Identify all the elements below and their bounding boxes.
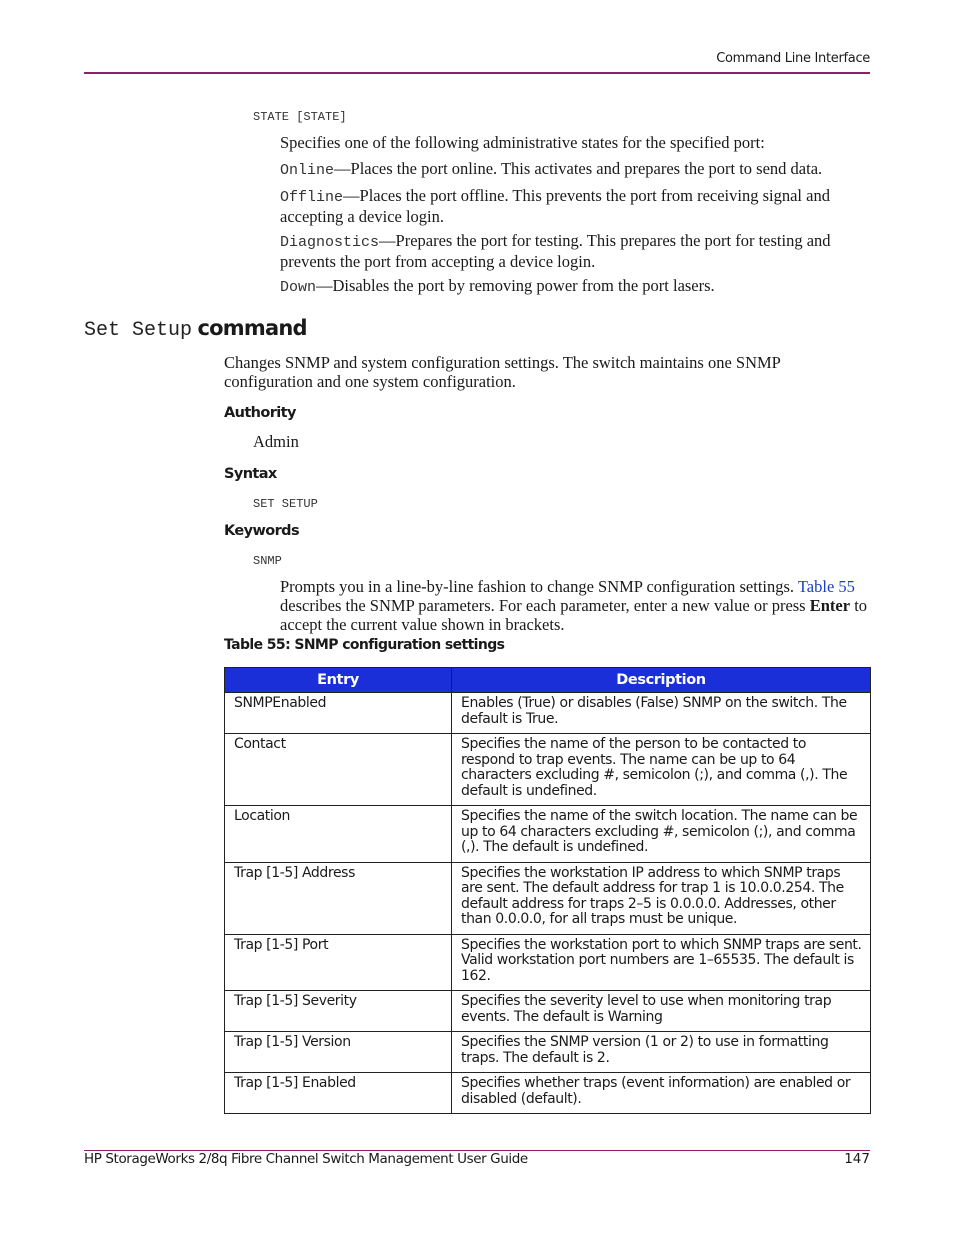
state-item-down [280, 276, 870, 297]
keywords-heading: Keywords [224, 523, 299, 539]
state-item-online [280, 159, 870, 180]
authority-heading: Authority [224, 405, 296, 421]
table-row [225, 693, 871, 734]
keyword-description [280, 577, 870, 634]
description-cell: Specifies the severity level to use when monitoring trap events. The default is Warning [452, 991, 871, 1032]
description-cell: Specifies the name of the switch location. The name can be up to 64 characters excluding #, semicolon (;), and comma (,). The default is undefined. [452, 806, 871, 863]
entry-cell: Trap [1-5] Severity [225, 991, 452, 1032]
description-cell: Specifies the SNMP version (1 or 2) to use in formatting traps. The default is 2. [452, 1032, 871, 1073]
snmp-config-table [224, 667, 871, 1114]
column-header-description: Description [452, 668, 871, 693]
table-header-row [225, 668, 871, 693]
entry-cell: Contact [225, 734, 452, 806]
table-row [225, 1032, 871, 1073]
state-code: STATE [STATE] [253, 110, 347, 124]
description-cell: Specifies the workstation IP address to which SNMP traps are sent. The default address for trap 1 is 10.0.0.254. The default address for traps 2–5 is 0.0.0.0. Addresses, other than 0.0.0.0, for all traps must be unique. [452, 862, 871, 934]
state-desc: —Places the port offline. This prevents the port from receiving signal and accepting a device login. [280, 186, 830, 226]
entry-cell: Trap [1-5] Version [225, 1032, 452, 1073]
keyword-code: SNMP [253, 554, 282, 568]
state-item-offline [280, 186, 870, 226]
state-intro: Specifies one of the following administrative states for the specified port: [280, 133, 765, 152]
description-cell: Enables (True) or disables (False) SNMP on the switch. The default is True. [452, 693, 871, 734]
table-row [225, 734, 871, 806]
description-cell: Specifies the name of the person to be contacted to respond to trap events. The name can be up to 64 characters excluding #, semicolon (;), and comma (,). The default is undefined. [452, 734, 871, 806]
section-intro: Changes SNMP and system configuration settings. The switch maintains one SNMP configuration and one system configuration. [224, 353, 781, 391]
entry-cell: SNMPEnabled [225, 693, 452, 734]
state-keyword: Diagnostics [280, 234, 380, 251]
table-row [225, 862, 871, 934]
keyword-desc-part: Prompts you in a line-by-line fashion to change SNMP configuration settings. [280, 577, 795, 596]
authority-value: Admin [253, 432, 299, 451]
table-row [225, 934, 871, 991]
state-item-diagnostics [280, 231, 870, 271]
header-rule [84, 72, 870, 74]
state-keyword: Online [280, 162, 335, 179]
state-desc: —Places the port online. This activates and prepares the port to send data. [334, 159, 823, 178]
running-header: Command Line Interface [716, 51, 870, 66]
entry-cell: Trap [1-5] Address [225, 862, 452, 934]
entry-cell: Location [225, 806, 452, 863]
section-title-code: Set Setup [84, 319, 193, 342]
description-cell: Specifies whether traps (event information) are enabled or disabled (default). [452, 1073, 871, 1114]
syntax-value: SET SETUP [253, 497, 318, 511]
table-55-link[interactable]: Table 55 [797, 577, 855, 596]
keyword-desc-part: to accept the current value shown in brackets. [280, 596, 868, 634]
table-row [225, 806, 871, 863]
state-keyword: Down [280, 279, 317, 296]
entry-cell: Trap [1-5] Port [225, 934, 452, 991]
syntax-heading: Syntax [224, 466, 277, 482]
entry-cell: Trap [1-5] Enabled [225, 1073, 452, 1114]
table-caption: Table 55: SNMP configuration settings [224, 637, 505, 653]
table-row [225, 1073, 871, 1114]
section-title-word: command [197, 316, 307, 340]
enter-key-label: Enter [809, 596, 851, 615]
description-cell: Specifies the workstation port to which SNMP traps are sent. Valid workstation port numbers are 1–65535. The default is 162. [452, 934, 871, 991]
page-number: 147 [844, 1151, 870, 1167]
section-title [84, 315, 307, 342]
footer-guide-title: HP StorageWorks 2/8q Fibre Channel Switch Management User Guide [84, 1151, 528, 1167]
state-desc: —Prepares the port for testing. This prepares the port for testing and prevents the port from accepting a device login. [280, 231, 831, 271]
keyword-desc-part: describes the SNMP parameters. For each parameter, enter a new value or press [280, 596, 810, 615]
column-header-entry: Entry [225, 668, 452, 693]
table-row [225, 991, 871, 1032]
state-keyword: Offline [280, 189, 344, 206]
state-desc: —Disables the port by removing power from the port lasers. [316, 276, 715, 295]
